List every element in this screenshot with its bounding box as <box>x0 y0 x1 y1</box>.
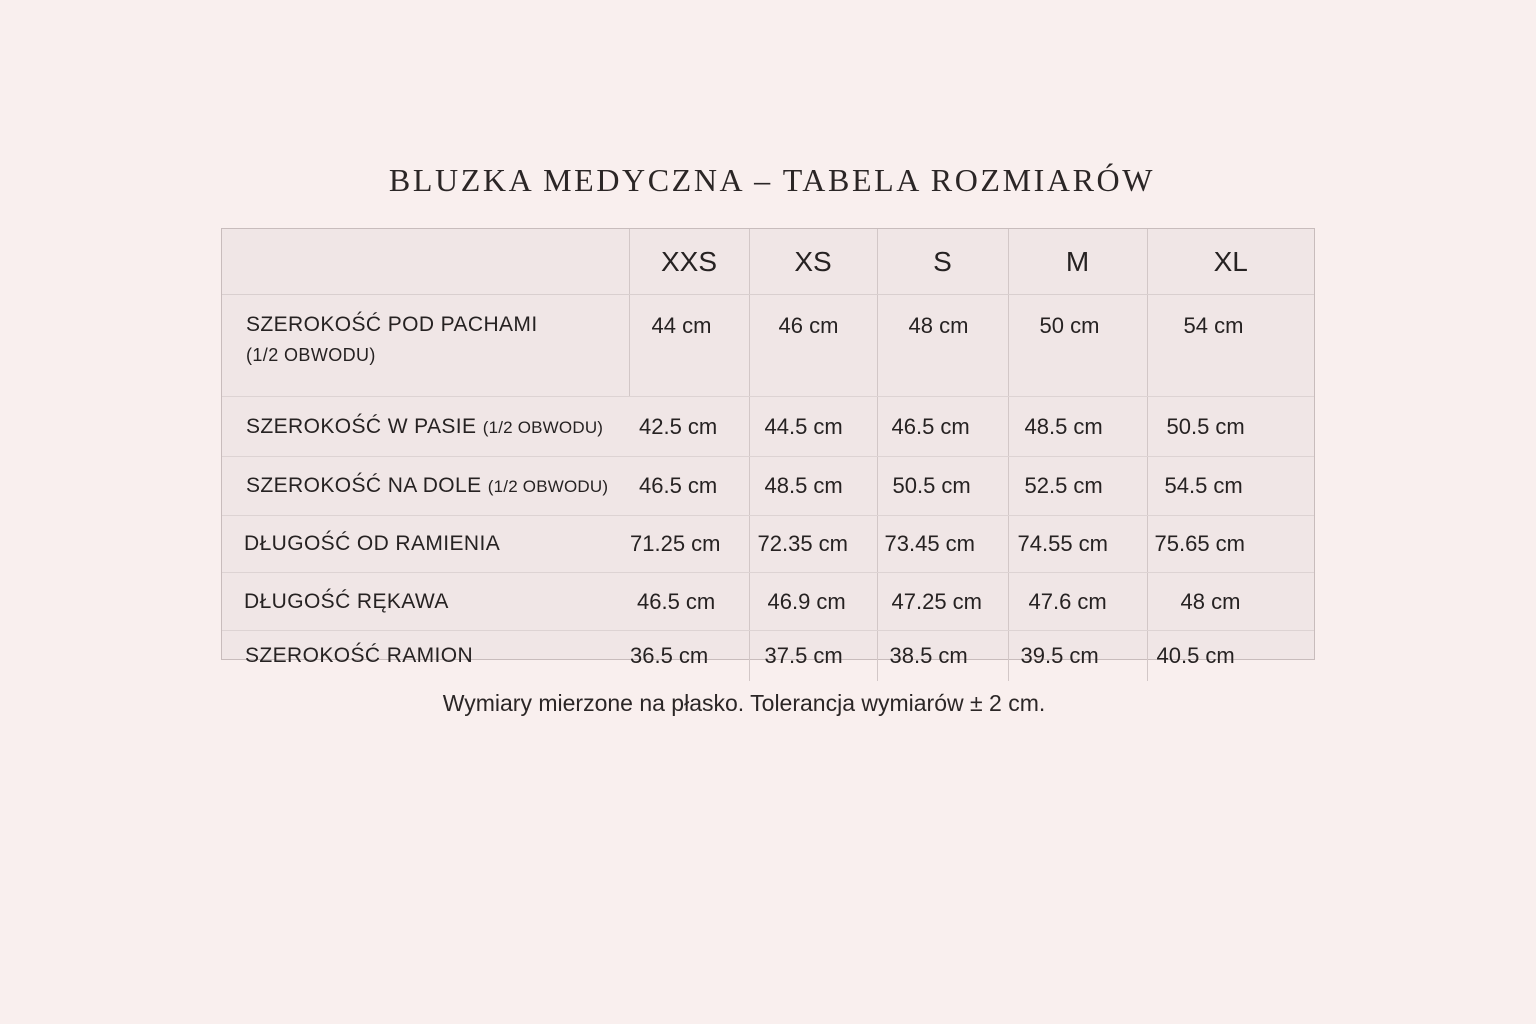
table-header-row <box>222 229 1314 295</box>
table-cell: 36.5 cm <box>630 643 709 668</box>
row-label <box>222 295 629 397</box>
table-row <box>222 295 1314 397</box>
table-row <box>222 573 1314 631</box>
header-size-xs: XS <box>749 229 877 295</box>
table-cell: 48.5 cm <box>1008 397 1147 457</box>
measurement-footnote: Wymiary mierzone na płasko. Tolerancja wymiarów ± 2 cm. <box>442 690 1046 716</box>
size-table <box>221 228 1315 668</box>
table-cell: 39.5 cm <box>1008 631 1147 682</box>
row-label-text: SZEROKOŚĆ NA DOLE <box>246 474 482 497</box>
row-label <box>222 397 629 457</box>
row-label-note: (1/2 OBWODU) <box>246 345 376 365</box>
table-cell: 71.25 cm <box>629 516 749 573</box>
table-cell: 54 cm <box>1147 295 1314 397</box>
row-label-text: SZEROKOŚĆ RAMION <box>245 644 474 667</box>
table-row <box>222 516 1314 573</box>
table-cell: 50.5 cm <box>877 457 1008 516</box>
table-cell: 54.5 cm <box>1147 457 1314 516</box>
table-row <box>222 631 1314 682</box>
table-cell: 47.25 cm <box>877 573 1008 631</box>
table-cell: 46.5 cm <box>629 457 749 516</box>
table-cell: 37.5 cm <box>749 631 877 682</box>
row-label-note: (1/2 OBWODU) <box>487 477 609 496</box>
table-cell: 75.65 cm <box>1147 516 1314 573</box>
row-label-text: DŁUGOŚĆ RĘKAWA <box>244 589 449 613</box>
row-label <box>222 631 629 682</box>
row-label-text: SZEROKOŚĆ W PASIE <box>246 414 477 438</box>
table-cell: 52.5 cm <box>1008 457 1147 516</box>
row-label <box>222 457 629 516</box>
header-size-m: M <box>1008 229 1147 295</box>
size-table-grid <box>222 229 1314 681</box>
row-label <box>222 516 629 573</box>
page-title: BLUZKA MEDYCZNA – TABELA ROZMIARÓW <box>388 162 1156 198</box>
table-cell: 48.5 cm <box>749 457 877 516</box>
table-row <box>222 397 1314 457</box>
header-size-xxs: XXS <box>629 229 749 295</box>
table-cell: 48 cm <box>877 295 1008 397</box>
row-label-text: SZEROKOŚĆ POD PACHAMI <box>246 313 538 336</box>
table-cell: 46.9 cm <box>749 573 877 631</box>
table-cell: 40.5 cm <box>1147 631 1314 682</box>
header-size-s: S <box>877 229 1008 295</box>
header-empty-cell <box>222 229 629 295</box>
table-cell: 72.35 cm <box>749 516 877 573</box>
table-cell: 42.5 cm <box>629 397 749 457</box>
table-cell: 46 cm <box>749 295 877 397</box>
table-cell: 50 cm <box>1008 295 1147 397</box>
header-size-xl: XL <box>1147 229 1314 295</box>
table-cell: 46.5 cm <box>629 573 749 631</box>
table-cell: 47.6 cm <box>1008 573 1147 631</box>
table-row <box>222 457 1314 516</box>
table-cell: 44 cm <box>629 295 749 397</box>
table-cell: 46.5 cm <box>877 397 1008 457</box>
table-cell: 50.5 cm <box>1147 397 1314 457</box>
table-cell: 44.5 cm <box>749 397 877 457</box>
table-cell: 74.55 cm <box>1008 516 1147 573</box>
table-cell: 38.5 cm <box>877 631 1008 682</box>
table-cell: 73.45 cm <box>877 516 1008 573</box>
table-cell: 48 cm <box>1147 573 1314 631</box>
row-label-note: (1/2 OBWODU) <box>482 417 604 437</box>
row-label <box>222 573 629 631</box>
row-label-text: DŁUGOŚĆ OD RAMIENIA <box>244 532 501 555</box>
